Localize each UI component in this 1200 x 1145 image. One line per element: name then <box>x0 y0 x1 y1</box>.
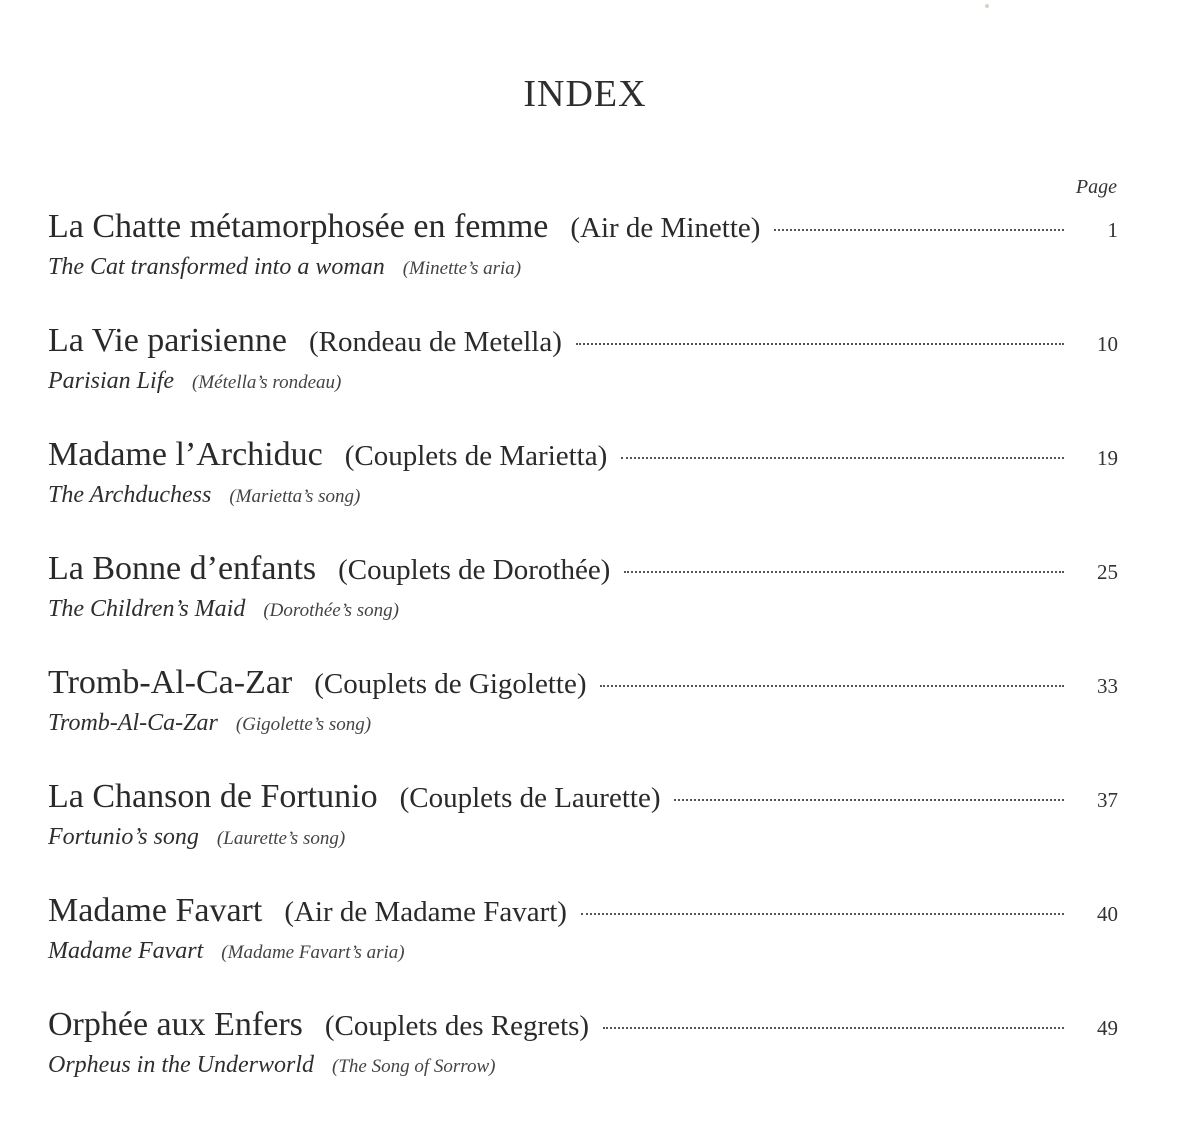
dot-leader <box>576 342 1064 345</box>
entry-subtitle-fr: (Couplets des Regrets) <box>324 1010 590 1042</box>
entry-title-fr: La Chanson de Fortunio <box>48 778 378 815</box>
entry-title-en: Orpheus in the Underworld <box>48 1052 314 1078</box>
entry-title-fr: La Vie parisienne <box>48 322 288 359</box>
entry-translation-line <box>48 596 1118 623</box>
entry-title-en: Fortunio’s song <box>48 824 199 850</box>
entry-page-number: 37 <box>1097 788 1118 812</box>
entry-page-number: 10 <box>1097 332 1118 356</box>
entry-title-fr: La Chatte métamorphosée en femme <box>48 208 549 245</box>
entry-subtitle-en: (Marietta’s song) <box>229 486 361 507</box>
entry-title-fr: Madame Favart <box>48 892 263 929</box>
dot-leader <box>600 684 1064 687</box>
entry-main-line <box>48 892 1118 930</box>
index-entry <box>48 1006 1118 1079</box>
entry-title-en: The Cat transformed into a woman <box>48 254 385 280</box>
entry-translation-line <box>48 1052 1118 1079</box>
entry-page-number: 49 <box>1097 1016 1118 1040</box>
entry-main-line <box>48 322 1118 360</box>
entry-main-line <box>48 1006 1118 1044</box>
entry-subtitle-en: (Madame Favart’s aria) <box>221 942 405 963</box>
entry-subtitle-fr: (Air de Madame Favart) <box>284 896 567 928</box>
dot-leader <box>621 456 1064 459</box>
entry-title-fr: Tromb-Al-Ca-Zar <box>48 664 293 701</box>
entry-subtitle-fr: (Couplets de Laurette) <box>399 782 661 814</box>
entry-subtitle-en: (Gigolette’s song) <box>235 714 372 735</box>
entry-page-number: 19 <box>1097 446 1118 470</box>
entry-main-line <box>48 436 1118 474</box>
entry-title-fr: Madame l’Archiduc <box>48 436 323 473</box>
entry-translation-line <box>48 824 1118 851</box>
dot-leader <box>603 1026 1064 1029</box>
index-entry <box>48 208 1118 281</box>
entry-translation-line <box>48 482 1118 509</box>
entry-page-number: 25 <box>1097 560 1118 584</box>
entry-title-fr: La Bonne d’enfants <box>48 550 317 587</box>
entry-title-fr: Orphée aux Enfers <box>48 1006 303 1043</box>
entry-subtitle-fr: (Couplets de Dorothée) <box>338 554 611 586</box>
entry-page-number: 1 <box>1107 218 1118 242</box>
dot-leader <box>581 912 1064 915</box>
entry-main-line <box>48 664 1118 702</box>
entry-subtitle-fr: (Air de Minette) <box>570 212 761 244</box>
index-entry <box>48 550 1118 623</box>
page-column-label: Page <box>1075 176 1117 198</box>
entry-title-en: Tromb-Al-Ca-Zar <box>48 710 218 736</box>
paper-speck <box>985 4 989 8</box>
index-entry <box>48 322 1118 395</box>
dot-leader <box>624 570 1064 573</box>
entry-title-en: The Children’s Maid <box>48 596 246 622</box>
entry-title-en: Madame Favart <box>48 938 204 964</box>
entry-main-line <box>48 778 1118 816</box>
page-title: INDEX <box>523 73 647 115</box>
entry-subtitle-en: (Laurette’s song) <box>216 828 346 849</box>
entry-main-line <box>48 550 1118 588</box>
entry-page-number: 33 <box>1097 674 1118 698</box>
index-entry <box>48 778 1118 851</box>
entry-subtitle-en: (Dorothée’s song) <box>263 600 399 621</box>
entry-subtitle-en: (Métella’s rondeau) <box>192 372 342 393</box>
entry-translation-line <box>48 938 1118 965</box>
index-entry <box>48 436 1118 509</box>
index-entry <box>48 892 1118 965</box>
entry-title-en: Parisian Life <box>48 368 175 394</box>
entry-translation-line <box>48 368 1118 395</box>
entry-subtitle-fr: (Couplets de Marietta) <box>344 440 608 472</box>
entry-subtitle-en: (Minette’s aria) <box>402 258 522 279</box>
entry-page-number: 40 <box>1097 902 1118 926</box>
index-entry <box>48 664 1118 737</box>
dot-leader <box>774 228 1064 231</box>
entry-translation-line <box>48 710 1118 737</box>
dot-leader <box>674 798 1064 801</box>
entry-translation-line <box>48 254 1118 281</box>
entry-main-line <box>48 208 1118 246</box>
entry-subtitle-fr: (Rondeau de Metella) <box>309 326 562 358</box>
entry-subtitle-fr: (Couplets de Gigolette) <box>314 668 587 700</box>
entry-subtitle-en: (The Song of Sorrow) <box>332 1056 496 1077</box>
entry-title-en: The Archduchess <box>48 482 212 508</box>
